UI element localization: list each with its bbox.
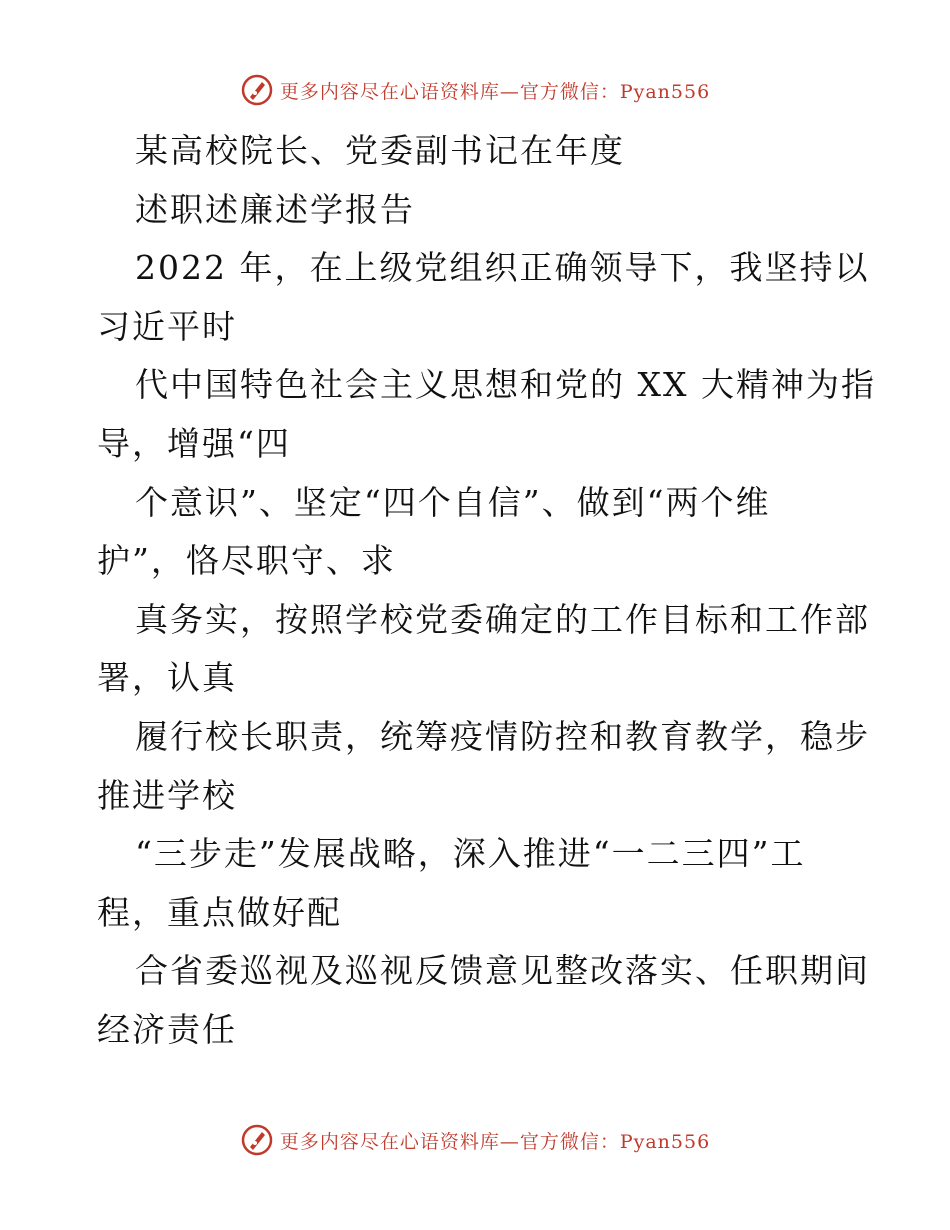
title-line-2: 述职述廉述学报告	[135, 189, 415, 229]
body-line: 导，增强“四	[97, 423, 291, 463]
body-line: 真务实，按照学校党委确定的工作目标和工作部	[135, 599, 870, 639]
document-body	[97, 122, 876, 1060]
body-line: “三步走”发展战略，深入推进“一二三四”工	[135, 834, 806, 874]
footer-watermark	[0, 1120, 950, 1160]
watermark-text: 更多内容尽在心语资料库—官方微信：Pyan556	[279, 1130, 711, 1153]
body-line: 护”，恪尽职守、求	[97, 541, 396, 581]
header-watermark	[0, 70, 950, 110]
body-line: 推进学校	[97, 775, 237, 815]
body-line: 经济责任	[97, 1009, 237, 1049]
body-line: 署，认真	[97, 658, 237, 698]
body-line: 个意识”、坚定“四个自信”、做到“两个维	[135, 482, 771, 522]
body-line: 履行校长职责，统筹疫情防控和教育教学，稳步	[135, 716, 870, 756]
body-line: 2022 年，在上级党组织正确领导下，我坚持以	[135, 248, 870, 288]
watermark-text: 更多内容尽在心语资料库—官方微信：Pyan556	[279, 80, 711, 103]
title-line-1: 某高校院长、党委副书记在年度	[135, 131, 625, 170]
body-line: 程，重点做好配	[97, 892, 342, 932]
pen-nib-circle-icon	[240, 73, 274, 107]
body-line: 习近平时	[97, 306, 237, 346]
body-line: 代中国特色社会主义思想和党的 XX 大精神为指	[135, 365, 876, 405]
body-line: 合省委巡视及巡视反馈意见整改落实、任职期间	[135, 951, 870, 991]
pen-nib-circle-icon	[240, 1123, 274, 1157]
